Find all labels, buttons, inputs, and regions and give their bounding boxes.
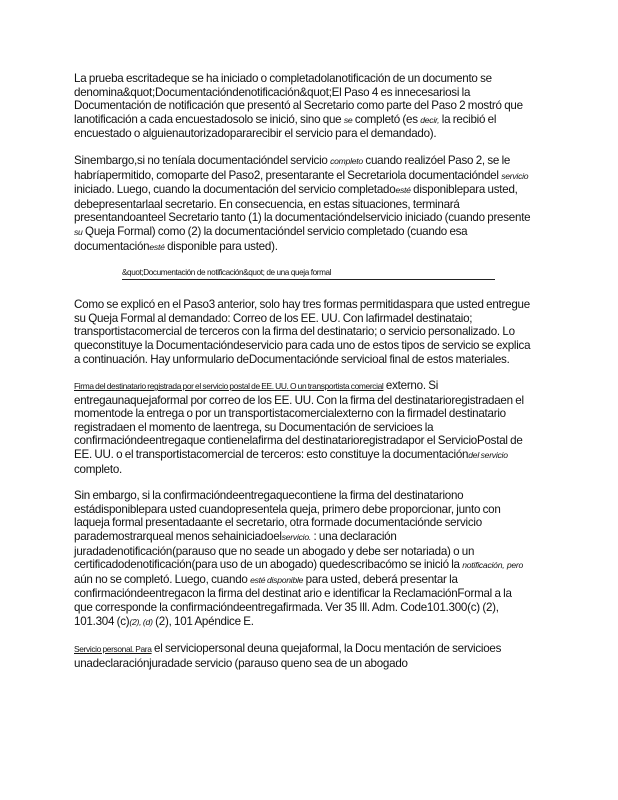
p2-text-4: disponiblepara usted, debepresentarlaal secretario. En consecuencia, en estas situaciones, terminará presentandoanteel Secretario tanto (1) la documentacióndelservicio iniciado (cuando presente (74, 183, 531, 225)
p5-italic-1: servicio. (281, 532, 312, 543)
document-page (74, 72, 532, 683)
p1-italic-2: decir, (420, 114, 440, 125)
p5-italic-4: esté disponible (250, 574, 304, 585)
p2-italic-1: completo (330, 155, 363, 166)
p2-italic-3: esté (395, 185, 411, 196)
p5-text-5: para usted, deberá presentar la confirmacióndeentregacon la firma del destinat ario e identificar la ReclamaciónFormal a la que corresponde la confirmacióndeentregafirmada. Ver 35 Ill. Adm. Code101.300(c) (2), 101.304 (c) (74, 572, 512, 628)
paragraph-3 (74, 298, 532, 366)
paragraph-5 (74, 489, 532, 629)
p2-text-6: disponible para usted). (164, 239, 278, 253)
p5-text-1: Sin embargo, si la confirmacióndeentregaquecontiene la firma del destinatariono estádisponiblepara usted cuandopresentela queja, primero debe proporcionar, junto con laqueja formal presentadaante el secretario, otra formade documentaciónde servicio parademostrarqueal menos sehainiciadoel (74, 489, 501, 544)
p5-italic-2: notificación, (462, 560, 505, 571)
p1-text-2: completó (es (352, 112, 421, 126)
p6-inline-heading: Servicio personal. Para (74, 644, 152, 655)
p1-italic-1: se (343, 114, 353, 125)
p3-text: Como se explicó en el Paso3 anterior, solo hay tres formas permitidaspara que usted entregue su Queja Formal al demandado: Correo de los EE. UU. Con lafirmadel destinataio; transportistacomercial de terceros con la firma del destinatario; o servicio personalizado. Lo queconstituye la Documentacióndeservicio para cada uno de estos tipos de servicio se explica a continuación. Hay unformulario deDocumentaciónde servicioal final de estos materiales. (74, 298, 531, 366)
p5-text-6: (2), 101 Apéndice E. (152, 614, 254, 628)
paragraph-1 (74, 72, 532, 141)
paragraph-6 (74, 642, 532, 670)
p4-italic-1: del servicio (468, 450, 508, 461)
p5-italic-3: pero (506, 560, 524, 571)
p2-text-1: Sinembargo,si no teníala documentacióndel servicio (74, 153, 331, 167)
paragraph-4 (74, 379, 532, 476)
p5-text-4: aún no se completó. Luego, cuando (74, 572, 251, 586)
p1-text: La prueba escritadeque se ha iniciado o completadolanotificación de un documento se denomina&quot;Documentacióndenotificación&quot;El Paso 4 es innecesariosi la Documentación de notificación que presentó al Secretario como parte del Paso 2 mostró que lanotificación a cada encuestadosolo se inició, sino que (74, 72, 523, 126)
p1-text-3: la recibió el encuestado o alguienautorizadopararecibir el servicio para el demandado). (74, 112, 497, 141)
p5-italic-5: (2), (d) (129, 616, 153, 627)
p2-italic-2: servicio (501, 170, 529, 181)
p5-text-2: : una declaración juradadenotificación(parauso que no seade un abogado y debe ser notariada) o un certificadodenotificación(para uso de un abogado) quedescribacómo se inició la (74, 530, 475, 572)
p2-italic-4: su (74, 226, 83, 237)
section-heading: &quot;Documentación de notificación&quot; de una queja formal (122, 267, 495, 280)
p2-text-3: iniciado. Luego, cuando la documentación del servicio completado (74, 183, 396, 197)
p4-text-2: completo. (74, 462, 123, 476)
p2-italic-5: esté (149, 241, 165, 252)
p2-text-2: cuando realizóel Paso 2, se le habríapermitido, comoparte del Paso2, presentarante el Secretariola documentacióndel (74, 153, 511, 182)
p4-text: externo. Si entregaunaquejaformal por correo de los EE. UU. Con la firma del destinatarioregistradaen el momentode la entrega o por un transportistacomercialexterno con la firmadel destinatario registradaen el momento de laentrega, su Documentación de servicioes la confirmacióndeentregaque contienelafirma del destinatarioregistradapor el ServicioPostal de EE. UU. o el transportistacomercial de terceros: esto constituye la documentación (74, 379, 524, 462)
p6-text: el serviciopersonal deuna quejaformal, la Docu mentación de servicioes unadeclaraciónjuradade servicio (parauso queno sea de un abogado (74, 642, 502, 670)
p4-inline-heading: Firma del destinatario registrada por el servicio postal de EE. UU. O un transportista comercial (74, 381, 384, 392)
p2-text-5: Queja Formal) como (2) la documentacióndel servicio completado (cuando esa documentación (74, 224, 468, 253)
paragraph-2 (74, 154, 532, 254)
